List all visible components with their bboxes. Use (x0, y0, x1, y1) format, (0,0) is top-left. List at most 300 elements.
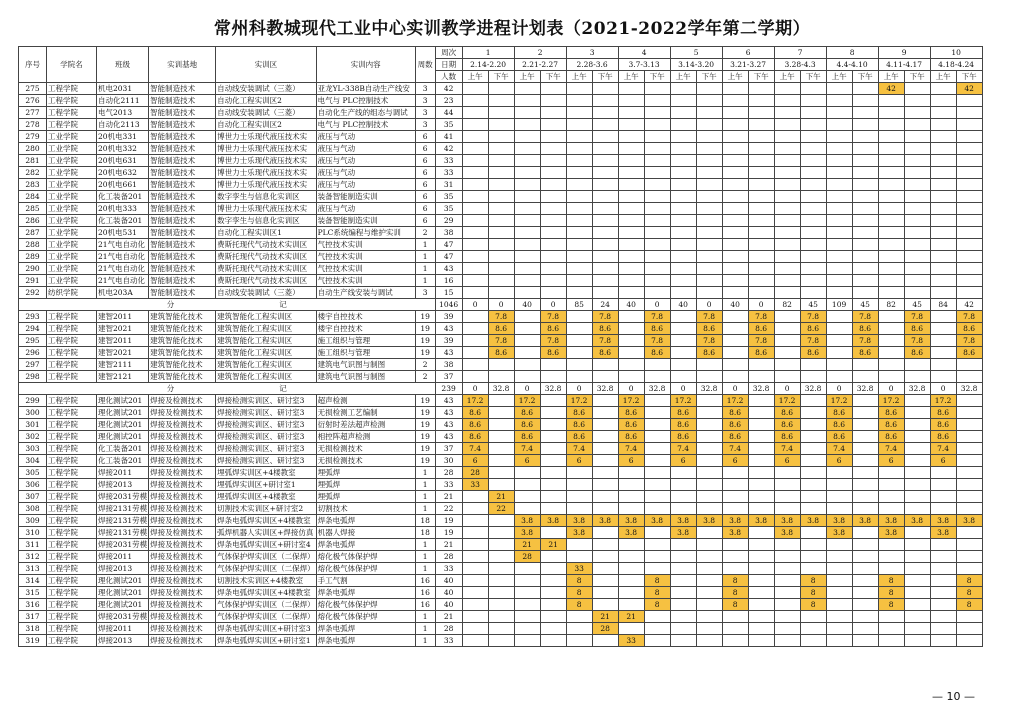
row-class: 化工装备201 (97, 443, 149, 455)
row-base: 智能制造技术 (149, 251, 216, 263)
schedule-cell (566, 551, 592, 563)
schedule-cell (904, 395, 930, 407)
schedule-cell (852, 455, 878, 467)
schedule-cell: 6 (774, 455, 800, 467)
schedule-cell (618, 107, 644, 119)
schedule-cell (514, 203, 540, 215)
row-people: 40 (435, 599, 462, 611)
row-weeks: 1 (415, 551, 435, 563)
schedule-cell (956, 623, 982, 635)
row-area: 自动线安装调试（三菱） (216, 287, 317, 299)
row-content: 施工组织与管理 (316, 335, 415, 347)
schedule-cell (488, 263, 514, 275)
schedule-cell (592, 479, 618, 491)
schedule-cell (592, 503, 618, 515)
schedule-cell (722, 83, 748, 95)
schedule-cell (696, 191, 722, 203)
schedule-cell (488, 359, 514, 371)
schedule-cell (540, 263, 566, 275)
header-am-6: 上午 (722, 71, 748, 83)
schedule-cell (774, 371, 800, 383)
schedule-cell (670, 287, 696, 299)
schedule-cell (722, 491, 748, 503)
row-class: 20机电531 (97, 227, 149, 239)
schedule-cell (930, 539, 956, 551)
row-weeks: 19 (415, 419, 435, 431)
schedule-cell (722, 467, 748, 479)
row-people: 21 (435, 491, 462, 503)
schedule-cell: 8.6 (644, 323, 670, 335)
page-title: 常州科教城现代工业中心实训教学进程计划表（2021-2022学年第二学期） (213, 19, 811, 39)
schedule-cell (800, 467, 826, 479)
row-seq: 280 (19, 143, 47, 155)
schedule-cell (956, 419, 982, 431)
schedule-cell (644, 179, 670, 191)
schedule-cell (930, 155, 956, 167)
table-row (19, 179, 983, 191)
schedule-cell (644, 191, 670, 203)
schedule-cell (774, 539, 800, 551)
schedule-cell (774, 179, 800, 191)
schedule-cell: 8.6 (514, 419, 540, 431)
schedule-cell (592, 155, 618, 167)
schedule-cell (670, 635, 696, 647)
schedule-cell (566, 467, 592, 479)
schedule-cell: 6 (670, 455, 696, 467)
schedule-cell (826, 311, 852, 323)
schedule-cell (800, 251, 826, 263)
schedule-cell (514, 575, 540, 587)
table-row (19, 503, 983, 515)
row-people: 43 (435, 395, 462, 407)
schedule-cell (566, 623, 592, 635)
schedule-cell (618, 287, 644, 299)
schedule-cell (540, 83, 566, 95)
row-weeks: 3 (415, 119, 435, 131)
schedule-cell: 3.8 (618, 515, 644, 527)
row-base: 智能制造技术 (149, 119, 216, 131)
schedule-cell (852, 527, 878, 539)
schedule-cell (514, 587, 540, 599)
schedule-cell (696, 263, 722, 275)
row-weeks: 19 (415, 335, 435, 347)
schedule-cell (878, 611, 904, 623)
subtotal-cell: 109 (826, 299, 852, 311)
row-college: 工业学院 (47, 227, 97, 239)
schedule-cell (462, 527, 488, 539)
schedule-cell (488, 107, 514, 119)
schedule-cell (852, 95, 878, 107)
schedule-cell (514, 335, 540, 347)
row-college: 工业学院 (47, 203, 97, 215)
row-weeks: 1 (415, 263, 435, 275)
schedule-cell (462, 575, 488, 587)
row-college: 工程学院 (47, 575, 97, 587)
schedule-cell (748, 527, 774, 539)
schedule-cell (462, 515, 488, 527)
row-content: 焊条电弧焊 (316, 539, 415, 551)
subtotal-people: 239 (435, 383, 462, 395)
schedule-cell (488, 215, 514, 227)
row-class: 理化测试201 (97, 419, 149, 431)
schedule-cell (670, 587, 696, 599)
schedule-cell (696, 119, 722, 131)
schedule-cell (826, 167, 852, 179)
table-row (19, 431, 983, 443)
schedule-cell: 21 (618, 611, 644, 623)
schedule-cell (852, 635, 878, 647)
schedule-cell (618, 167, 644, 179)
schedule-cell (878, 491, 904, 503)
row-college: 工程学院 (47, 95, 97, 107)
schedule-cell (670, 311, 696, 323)
header-am-7: 上午 (774, 71, 800, 83)
schedule-cell (566, 239, 592, 251)
schedule-cell (930, 251, 956, 263)
schedule-cell (618, 275, 644, 287)
row-base: 智能制造技术 (149, 215, 216, 227)
row-weeks: 19 (415, 395, 435, 407)
row-people: 19 (435, 515, 462, 527)
schedule-cell (774, 623, 800, 635)
schedule-cell (904, 167, 930, 179)
row-college: 工程学院 (47, 419, 97, 431)
subtotal-cell: 42 (956, 299, 982, 311)
schedule-cell (904, 203, 930, 215)
schedule-cell (644, 539, 670, 551)
schedule-cell (800, 611, 826, 623)
schedule-cell (670, 359, 696, 371)
schedule-cell (462, 251, 488, 263)
row-class: 焊接2031劳模 (98, 611, 148, 621)
schedule-cell (514, 179, 540, 191)
schedule-cell (696, 407, 722, 419)
schedule-cell: 6 (566, 455, 592, 467)
schedule-cell (956, 443, 982, 455)
table-row (19, 263, 983, 275)
schedule-cell (748, 575, 774, 587)
schedule-cell (618, 95, 644, 107)
schedule-cell (722, 95, 748, 107)
schedule-cell (566, 539, 592, 551)
schedule-cell (488, 599, 514, 611)
schedule-cell (904, 251, 930, 263)
schedule-cell (930, 323, 956, 335)
row-class: 21气电自动化 (97, 251, 149, 263)
schedule-cell (566, 611, 592, 623)
schedule-cell (540, 587, 566, 599)
table-row (19, 599, 983, 611)
row-people: 23 (435, 95, 462, 107)
header-am-8: 上午 (826, 71, 852, 83)
schedule-cell (956, 551, 982, 563)
schedule-cell (956, 635, 982, 647)
schedule-cell (904, 407, 930, 419)
row-college: 工业学院 (47, 275, 97, 287)
subtotal-cell: 0 (514, 383, 540, 395)
schedule-cell (774, 131, 800, 143)
schedule-cell (904, 623, 930, 635)
row-seq: 291 (19, 275, 47, 287)
schedule-cell (748, 227, 774, 239)
schedule-cell (488, 167, 514, 179)
schedule-cell (566, 371, 592, 383)
row-class: 焊接2131劳模 (98, 515, 148, 525)
schedule-cell (592, 395, 618, 407)
schedule-cell (774, 167, 800, 179)
schedule-cell (670, 167, 696, 179)
row-seq: 296 (19, 347, 47, 359)
schedule-cell (540, 395, 566, 407)
schedule-cell (774, 491, 800, 503)
schedule-cell (566, 287, 592, 299)
schedule-cell (904, 143, 930, 155)
schedule-cell (826, 371, 852, 383)
schedule-cell (540, 287, 566, 299)
header-class: 班级 (97, 47, 149, 83)
schedule-cell: 8.6 (618, 407, 644, 419)
schedule-cell (722, 323, 748, 335)
schedule-cell: 21 (514, 539, 540, 551)
schedule-cell: 8 (644, 587, 670, 599)
row-content: 埋弧焊 (316, 467, 415, 479)
row-people: 31 (435, 179, 462, 191)
table-row (19, 443, 983, 455)
schedule-cell (930, 575, 956, 587)
schedule-cell (670, 275, 696, 287)
schedule-cell (904, 491, 930, 503)
row-people: 33 (435, 479, 462, 491)
schedule-cell (618, 503, 644, 515)
schedule-cell (644, 431, 670, 443)
schedule-cell (956, 275, 982, 287)
row-college: 工程学院 (47, 371, 97, 383)
row-base: 焊接及检测技术 (149, 467, 216, 479)
schedule-cell (514, 623, 540, 635)
schedule-cell (644, 215, 670, 227)
row-class: 建智2021 (97, 347, 149, 359)
schedule-cell: 17.2 (722, 395, 748, 407)
schedule-cell (592, 287, 618, 299)
row-weeks: 1 (415, 479, 435, 491)
schedule-cell (488, 419, 514, 431)
schedule-cell (462, 131, 488, 143)
header-weeks: 周数 (415, 47, 435, 83)
schedule-cell: 8 (878, 587, 904, 599)
schedule-cell (800, 275, 826, 287)
schedule-cell (644, 551, 670, 563)
schedule-cell (566, 347, 592, 359)
schedule-cell (956, 155, 982, 167)
schedule-cell (930, 635, 956, 647)
schedule-cell (644, 419, 670, 431)
schedule-cell: 7.4 (722, 443, 748, 455)
schedule-cell (592, 227, 618, 239)
schedule-cell (800, 203, 826, 215)
header-am-9: 上午 (878, 71, 904, 83)
row-area: 建筑智能化工程实训区 (216, 359, 317, 371)
schedule-cell (514, 143, 540, 155)
row-base: 焊接及检测技术 (149, 599, 216, 611)
row-base: 焊接及检测技术 (149, 431, 216, 443)
table-row (19, 95, 983, 107)
row-class: 理化测试201 (97, 599, 149, 611)
schedule-cell (800, 215, 826, 227)
row-weeks: 16 (415, 599, 435, 611)
header-week-2: 2 (514, 47, 566, 59)
schedule-cell: 7.4 (878, 443, 904, 455)
schedule-cell: 8 (722, 599, 748, 611)
header-seq: 序号 (19, 47, 47, 83)
header-am-2: 上午 (514, 71, 540, 83)
row-seq: 304 (19, 455, 47, 467)
schedule-cell (956, 287, 982, 299)
schedule-cell (904, 275, 930, 287)
table-row (19, 527, 983, 539)
row-people: 28 (435, 467, 462, 479)
schedule-cell (800, 431, 826, 443)
schedule-cell (852, 407, 878, 419)
schedule-cell (722, 227, 748, 239)
schedule-cell (852, 179, 878, 191)
subtotal-cell: 0 (488, 299, 514, 311)
row-seq: 285 (19, 203, 47, 215)
row-seq: 313 (19, 563, 47, 575)
row-people: 42 (435, 83, 462, 95)
schedule-cell (800, 503, 826, 515)
row-college: 工程学院 (47, 431, 97, 443)
schedule-cell (904, 575, 930, 587)
schedule-cell (904, 287, 930, 299)
row-people: 33 (435, 635, 462, 647)
row-content: 楼宇自控技术 (316, 323, 415, 335)
schedule-cell (540, 455, 566, 467)
schedule-cell: 8 (800, 587, 826, 599)
schedule-cell (462, 155, 488, 167)
schedule-cell (774, 551, 800, 563)
schedule-cell (774, 251, 800, 263)
schedule-cell (488, 239, 514, 251)
header-pm-8: 下午 (852, 71, 878, 83)
schedule-cell (748, 107, 774, 119)
schedule-cell (826, 587, 852, 599)
subtotal-label: 分 记 (19, 299, 436, 311)
schedule-cell (540, 203, 566, 215)
schedule-cell: 6 (826, 455, 852, 467)
schedule-cell (852, 539, 878, 551)
row-content: 亚龙YL-338B自动生产线安 (316, 83, 415, 95)
schedule-cell (774, 227, 800, 239)
schedule-cell (774, 263, 800, 275)
row-college: 工业学院 (47, 155, 97, 167)
schedule-cell (904, 179, 930, 191)
schedule-cell (826, 503, 852, 515)
row-area: 气体保护焊实训区（二保焊） (217, 599, 315, 609)
schedule-cell (462, 347, 488, 359)
schedule-cell: 3.8 (722, 527, 748, 539)
schedule-cell: 7.8 (748, 311, 774, 323)
row-class: 焊接2031劳模 (98, 491, 148, 501)
schedule-cell: 7.8 (696, 335, 722, 347)
schedule-cell (696, 251, 722, 263)
row-class: 焊接2011 (97, 551, 149, 563)
schedule-cell (774, 611, 800, 623)
schedule-cell (930, 311, 956, 323)
row-college: 工业学院 (47, 251, 97, 263)
schedule-cell (696, 503, 722, 515)
schedule-cell (618, 227, 644, 239)
table-row (19, 203, 983, 215)
schedule-cell (800, 443, 826, 455)
schedule-cell (956, 227, 982, 239)
schedule-cell (514, 323, 540, 335)
schedule-cell (696, 611, 722, 623)
schedule-cell (514, 503, 540, 515)
schedule-cell (904, 263, 930, 275)
schedule-cell (774, 155, 800, 167)
schedule-cell (774, 323, 800, 335)
schedule-cell (618, 347, 644, 359)
schedule-cell: 21 (488, 491, 514, 503)
row-area: 博世力士乐现代液压技术实 (216, 131, 317, 143)
schedule-cell (930, 599, 956, 611)
row-area: 切割技术实训区+研讨室2 (216, 503, 317, 515)
schedule-cell (696, 455, 722, 467)
schedule-cell (748, 587, 774, 599)
row-class: 21气电自动化 (97, 239, 149, 251)
schedule-cell (774, 203, 800, 215)
schedule-cell (696, 539, 722, 551)
schedule-cell (878, 503, 904, 515)
subtotal-cell: 0 (462, 383, 488, 395)
row-seq: 298 (19, 371, 47, 383)
schedule-cell: 17.2 (566, 395, 592, 407)
schedule-cell: 8 (956, 599, 982, 611)
schedule-cell (748, 491, 774, 503)
schedule-cell (800, 179, 826, 191)
schedule-cell (670, 179, 696, 191)
schedule-cell (748, 83, 774, 95)
table-row (19, 167, 983, 179)
row-weeks: 1 (415, 503, 435, 515)
schedule-cell (670, 479, 696, 491)
schedule-cell (852, 215, 878, 227)
schedule-cell (514, 239, 540, 251)
schedule-cell: 7.8 (540, 311, 566, 323)
schedule-cell (488, 395, 514, 407)
schedule-cell (566, 203, 592, 215)
schedule-cell (956, 359, 982, 371)
schedule-cell: 8.6 (956, 323, 982, 335)
schedule-cell: 7.8 (852, 311, 878, 323)
schedule-table (18, 46, 983, 647)
schedule-cell (514, 371, 540, 383)
schedule-cell (852, 107, 878, 119)
schedule-cell (592, 491, 618, 503)
row-class: 焊接2131劳模 (98, 503, 148, 513)
row-people: 29 (435, 215, 462, 227)
header-am-1: 上午 (462, 71, 488, 83)
row-college: 工程学院 (47, 395, 97, 407)
schedule-cell (956, 563, 982, 575)
schedule-cell (826, 263, 852, 275)
row-seq: 294 (19, 323, 47, 335)
schedule-cell (904, 419, 930, 431)
schedule-cell (826, 575, 852, 587)
row-college: 纺织学院 (47, 287, 97, 299)
schedule-cell (930, 347, 956, 359)
table-row (19, 539, 983, 551)
